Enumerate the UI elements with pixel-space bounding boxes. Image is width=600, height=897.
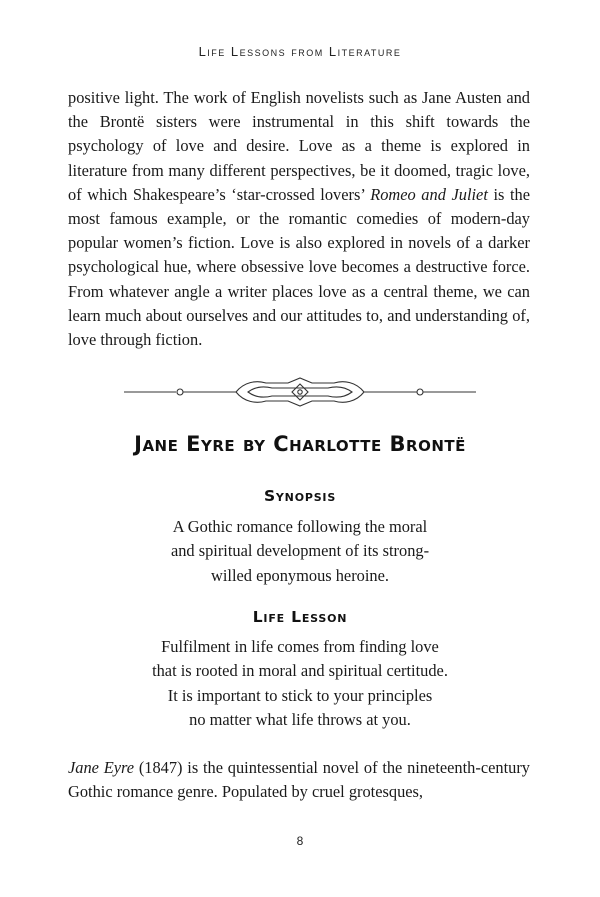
intro-paragraph <box>68 86 530 352</box>
intro-text-part2: is the most famous example, or the romantic comedies of modern-day popular women’s fiction. Love is also explored in novels of a darker psychological hue, where obsessive love becomes a destructive force. From whatever angle a writer places love as a central theme, we can learn much about ourselves and our attitudes to, and understanding of, love through fiction. <box>68 184 531 350</box>
synopsis-line: and spiritual development of its strong- <box>170 541 430 561</box>
jane-eyre-title: Jane Eyre <box>68 758 135 777</box>
chapter-title: Jane Eyre by Charlotte Brontë <box>134 432 466 456</box>
synopsis-line: A Gothic romance following the moral <box>172 517 428 536</box>
life-lesson-line: It is important to stick to your principles <box>167 685 433 705</box>
synopsis-text <box>100 515 500 588</box>
intro-text-part1: positive light. The work of English novelists such as Jane Austen and the Brontë sisters were instrumental in this shift towards the psychology of love and desire. Love as a theme is explored in literature from many different perspectives, be it doomed, tragic love, of which Shakespeare’s ‘star-crossed lovers’ <box>68 88 530 204</box>
life-lesson-text <box>100 635 500 733</box>
running-head: Life Lessons from Literature <box>198 44 402 59</box>
synopsis-line: willed eponymous heroine. <box>211 565 389 585</box>
life-lesson-line: Fulfilment in life comes from finding love <box>161 637 439 656</box>
life-lesson-heading: Life Lesson <box>252 608 348 626</box>
closing-paragraph <box>68 756 530 804</box>
page-number: 8 <box>296 834 304 848</box>
ornamental-divider-icon <box>124 374 476 410</box>
life-lesson-line: that is rooted in moral and spiritual certitude. <box>152 661 448 681</box>
life-lesson-line: no matter what life throws at you. <box>189 710 411 730</box>
synopsis-heading: Synopsis <box>263 487 337 505</box>
closing-text: (1847) is the quintessential novel of the nineteenth-century Gothic romance genre. Populated by cruel grotesques, <box>68 758 530 802</box>
romeo-and-juliet-title: Romeo and Juliet <box>370 184 488 204</box>
